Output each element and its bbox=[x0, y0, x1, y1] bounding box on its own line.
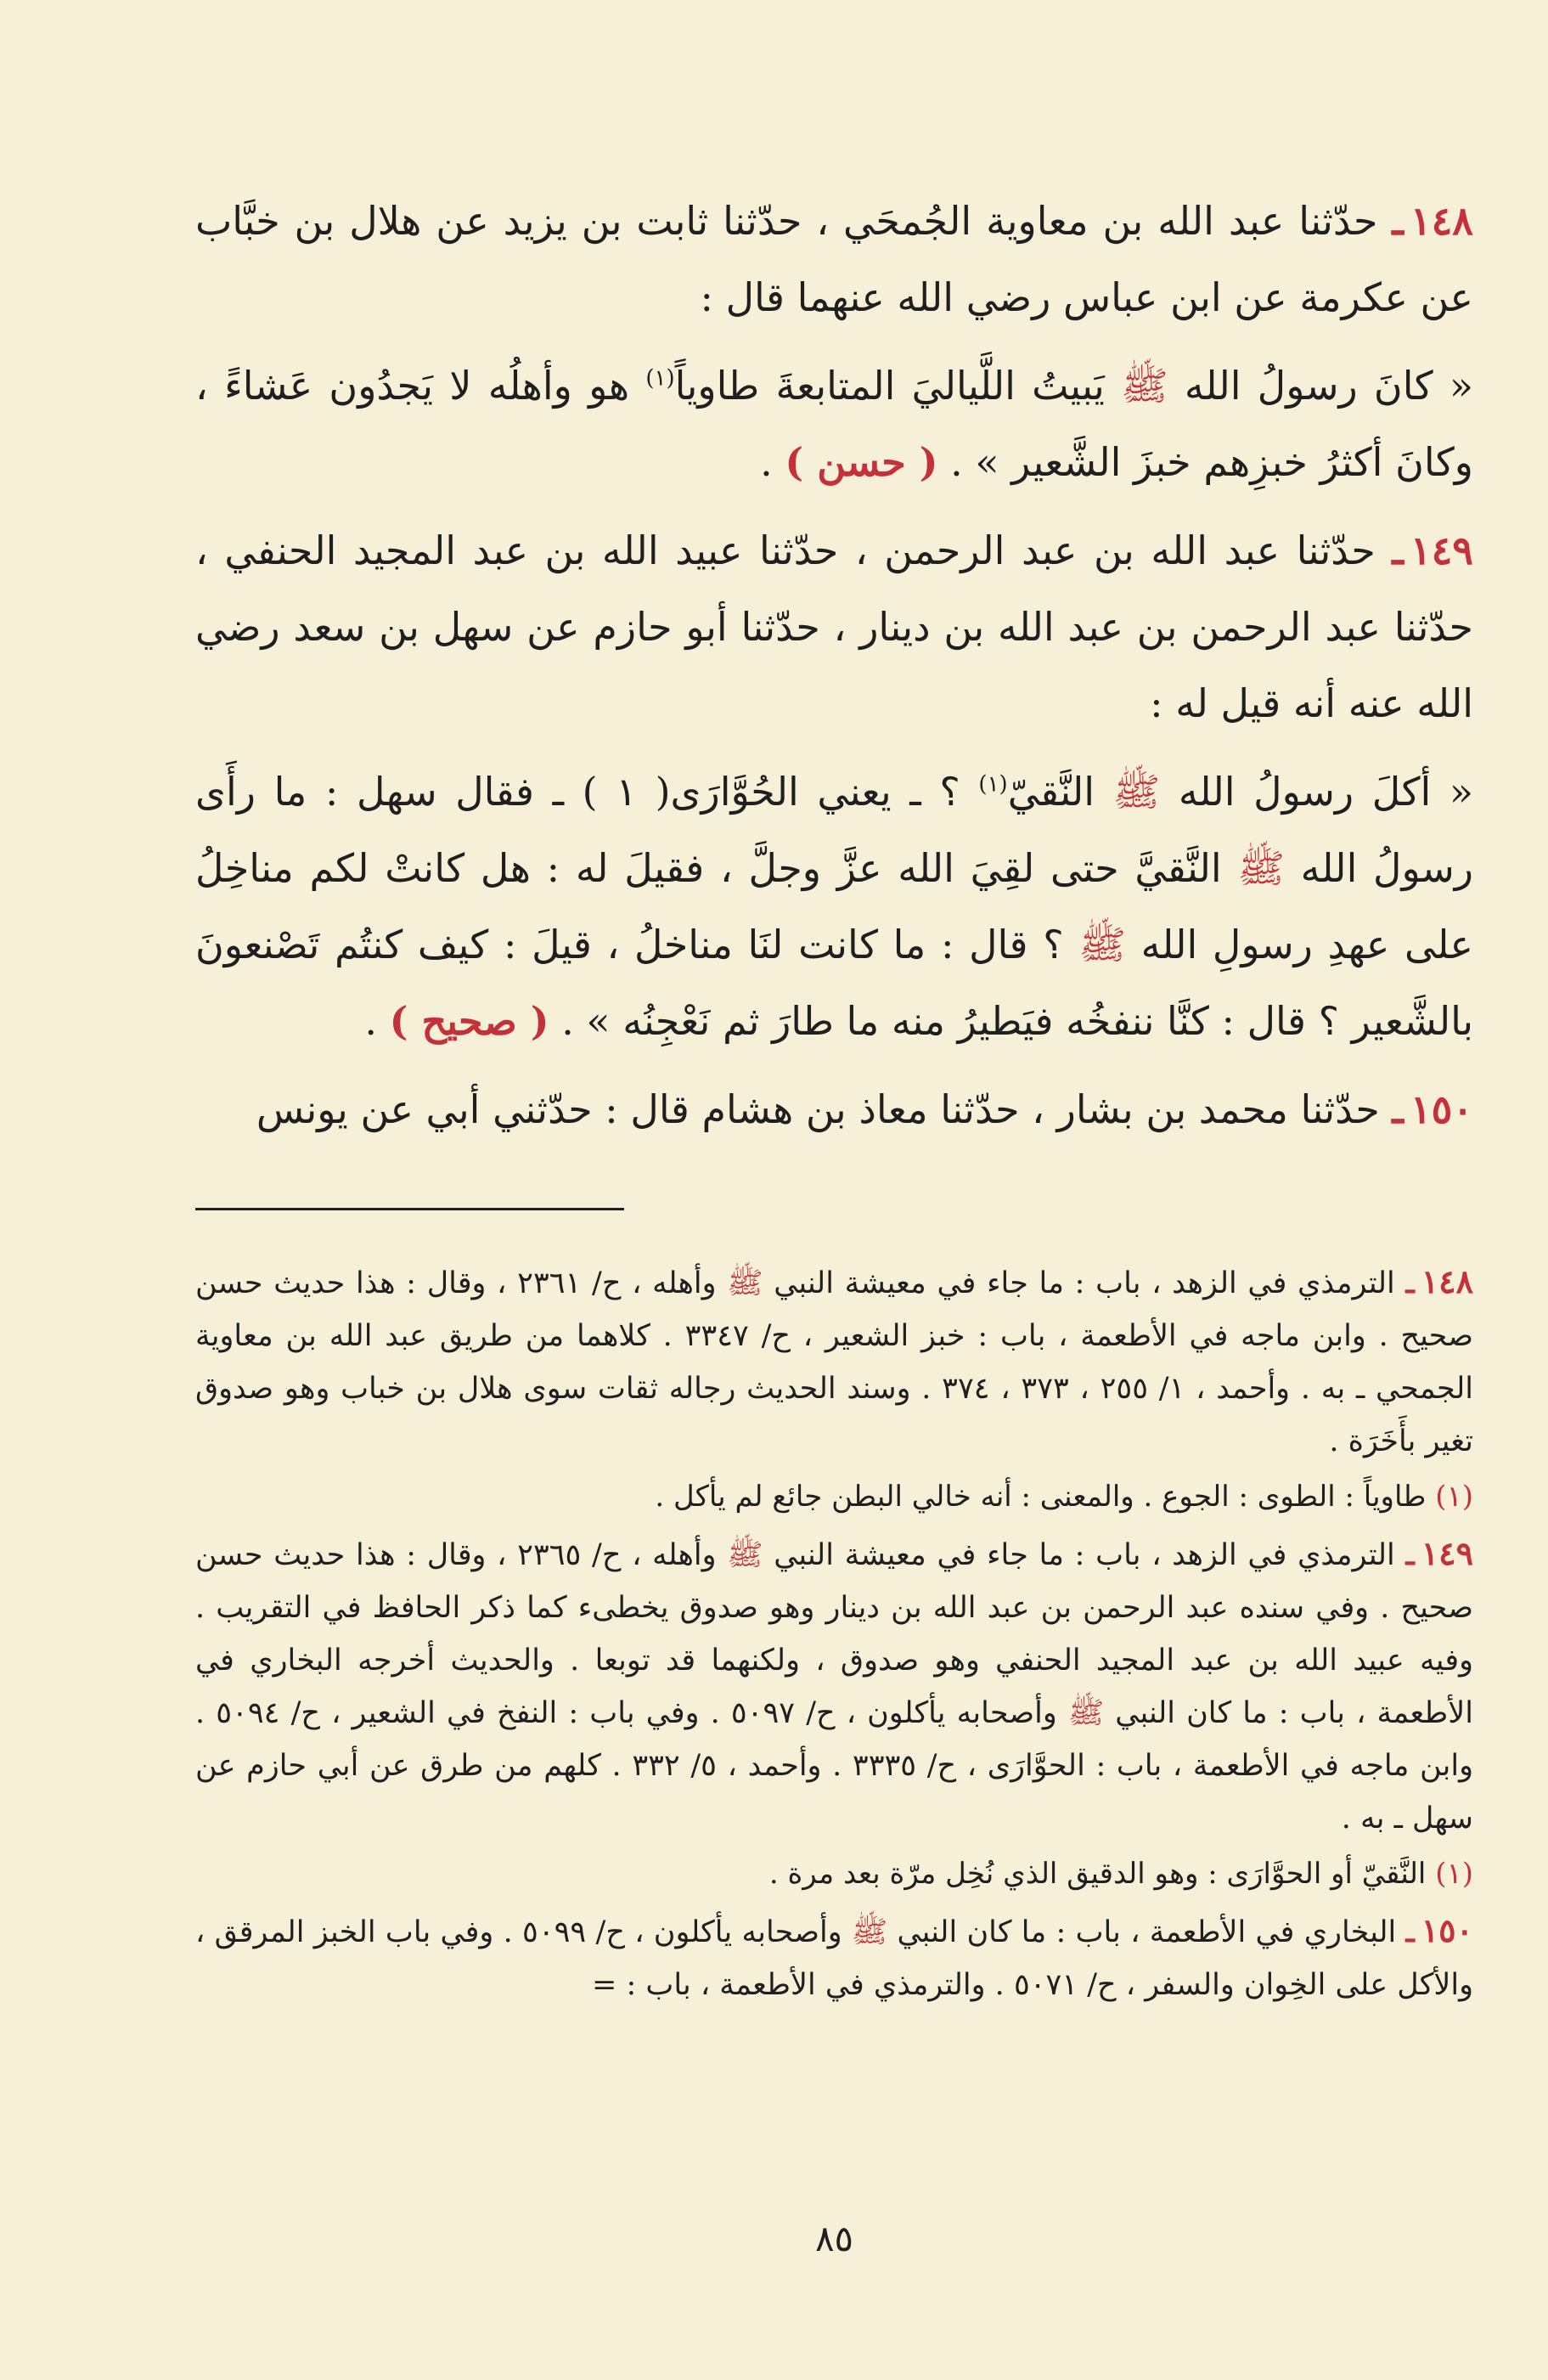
footnote-text: الترمذي في الزهد ، باب : ما جاء في معيشة النبي bbox=[774, 1538, 1395, 1572]
hadith-148-chain bbox=[195, 183, 1473, 336]
hadith-number: ١٤٨ bbox=[1410, 198, 1473, 244]
footnote-148 bbox=[195, 1255, 1473, 1468]
salawat-glyph: ﷺ bbox=[1067, 1696, 1105, 1730]
sub-note-text: النَّقيّ أو الحوَّارَى : وهو الدقيق الذي نُخِل مرّة بعد مرة . bbox=[768, 1857, 1427, 1891]
footnote-number: ١٤٨ bbox=[1421, 1262, 1473, 1300]
matn-text: ؟ ـ يعني الحُوَّارَى( ١ ) ـ فقال سهل : ما رأَى رسولُ الله bbox=[195, 769, 1473, 891]
matn-text: يَبيتُ اللَّياليَ المتابعةَ طاوياً bbox=[674, 363, 1105, 409]
footnote-divider bbox=[195, 1208, 624, 1210]
matn-text: ؟ قال : ما كانت لنَا مناخلُ ، قيلَ : كيف كنتُم تَصْنعونَ بالشَّعير ؟ قال : كنَّا ننفخُه فيَطيرُ منه ما طارَ ثم نَعْجِنُه » . bbox=[195, 922, 1473, 1044]
footnote-text: وأهله ، ح/ ٢٣٦٥ ، وقال : هذا حديث حسن صحيح . وفي سنده عبد الرحمن بن عبد الله بن دينار وهو صدوق يخطىء كما ذكر الحافظ في التقريب . وفيه عبيد الله بن عبد المجيد الحنفي وهو صدوق ، ولكنهما قد توبعا . والحديث أخرجه البخاري في الأطعمة ، باب : ما كان النبي bbox=[195, 1538, 1473, 1730]
salawat-glyph: ﷺ bbox=[727, 1538, 763, 1572]
footnote-text: وأهله ، ح/ ٢٣٦١ ، وقال : هذا حديث حسن صحيح . وابن ماجه في الأطعمة ، باب : خبز الشعير ، ح/ ٣٣٤٧ . كلاهما من طريق عبد الله بن معاوية الجمحي ـ به . وأحمد ، ١/ ٢٥٥ ، ٣٧٣ ، ٣٧٤ . وسند الحديث رجاله ثقات سوى هلال بن خباب وهو صدوق تغير بأَخَرَة . bbox=[195, 1266, 1473, 1458]
matn-text: « كانَ رسولُ الله bbox=[1184, 363, 1473, 409]
sub-note-mark: (١) bbox=[1435, 1480, 1473, 1514]
hadith-grade: ( صحيح ) bbox=[389, 998, 549, 1044]
footnote-text: الترمذي في الزهد ، باب : ما جاء في معيشة النبي bbox=[774, 1266, 1395, 1300]
footnote-text: وأصحابه يأكلون ، ح/ ٥٠٩٧ . وفي باب : النفخ في الشعير ، ح/ ٥٠٩٤ . وابن ماجه في الأطعمة ، باب : الحوَّارَى ، ح/ ٣٣٣٥ . وأحمد ، ٥/ ٣٣٢ . كلهم من طرق عن أبي حازم عن سهل ـ به . bbox=[195, 1696, 1473, 1836]
salawat-glyph: ﷺ bbox=[851, 1915, 888, 1949]
number-dash: ـ bbox=[1405, 1915, 1415, 1949]
period: . bbox=[760, 439, 773, 485]
number-dash: ـ bbox=[1392, 198, 1404, 244]
matn-text: « أكلَ رسولُ الله bbox=[1178, 769, 1474, 815]
salawat-glyph: ﷺ bbox=[1237, 845, 1285, 891]
book-page bbox=[195, 0, 1473, 2380]
salawat-glyph: ﷺ bbox=[1112, 769, 1161, 815]
footnote-ref: (١) bbox=[645, 365, 675, 392]
salawat-glyph: ﷺ bbox=[1078, 922, 1126, 967]
footnote-149-sub bbox=[195, 1848, 1473, 1899]
footnote-text: وأصحابه يأكلون ، ح/ ٥٠٩٩ . وفي باب الخبز المرقق ، والأكل على الخِوان والسفر ، ح/ ٥٠٧١ . والترمذي في الأطعمة ، باب : = bbox=[195, 1915, 1473, 2002]
hadith-149-matn bbox=[195, 753, 1473, 1059]
hadith-number: ١٤٩ bbox=[1410, 527, 1474, 573]
page-number: ٨٥ bbox=[814, 2218, 854, 2259]
footnote-148-sub bbox=[195, 1471, 1473, 1522]
salawat-glyph: ﷺ bbox=[727, 1266, 763, 1300]
footnote-150 bbox=[195, 1904, 1473, 2011]
matn-text: هو وأهلُه لا يَجدُون عَشاءً ، وكانَ أكثرُ خبزِهم خبزَ الشَّعير » . bbox=[195, 363, 1473, 485]
number-dash: ـ bbox=[1405, 1266, 1415, 1300]
footnote-number: ١٥٠ bbox=[1421, 1911, 1473, 1949]
hadith-148-matn bbox=[195, 347, 1473, 500]
hadith-grade: ( حسن ) bbox=[785, 439, 938, 485]
hadith-149-chain bbox=[195, 512, 1473, 742]
isnad-text: حدّثنا محمد بن بشار ، حدّثنا معاذ بن هشام قال : حدّثني أبي عن يونس bbox=[256, 1086, 1380, 1132]
number-dash: ـ bbox=[1405, 1537, 1415, 1572]
hadith-150-chain bbox=[195, 1071, 1473, 1148]
hadith-number: ١٥٠ bbox=[1410, 1086, 1473, 1132]
footnotes bbox=[195, 1255, 1473, 2015]
salawat-glyph: ﷺ bbox=[1121, 363, 1168, 409]
footnote-number: ١٤٩ bbox=[1421, 1534, 1473, 1572]
footnote-ref: (١) bbox=[978, 771, 1008, 798]
period: . bbox=[364, 998, 378, 1044]
footnote-149 bbox=[195, 1527, 1473, 1845]
isnad-text: حدّثنا عبد الله بن معاوية الجُمحَي ، حدّثنا ثابت بن يزيد عن هلال بن خبَّاب عن عكرمة عن ابن عباس رضي الله عنهما قال : bbox=[195, 198, 1473, 320]
number-dash: ـ bbox=[1392, 1086, 1404, 1132]
sub-note-text: طاوياً : الطوى : الجوع . والمعنى : أنه خالي البطن جائع لم يأكل . bbox=[655, 1480, 1427, 1514]
number-dash: ـ bbox=[1392, 527, 1404, 573]
main-text bbox=[195, 183, 1473, 1159]
footnote-text: البخاري في الأطعمة ، باب : ما كان النبي bbox=[897, 1915, 1397, 1949]
sub-note-mark: (١) bbox=[1435, 1857, 1473, 1891]
matn-text: النَّقيَّ حتى لقِيَ الله عزَّ وجلَّ ، فقيلَ له : هل كانتْ لكم مناخِلُ على عهدِ رسولِ الله bbox=[195, 845, 1474, 967]
matn-text: النَّقيّ bbox=[1007, 769, 1095, 815]
isnad-text: حدّثنا عبد الله بن عبد الرحمن ، حدّثنا عبيد الله بن عبد المجيد الحنفي ، حدّثنا عبد الرحمن بن عبد الله بن دينار ، حدّثنا أبو حازم عن سهل بن سعد رضي الله عنه أنه قيل له : bbox=[195, 527, 1473, 726]
